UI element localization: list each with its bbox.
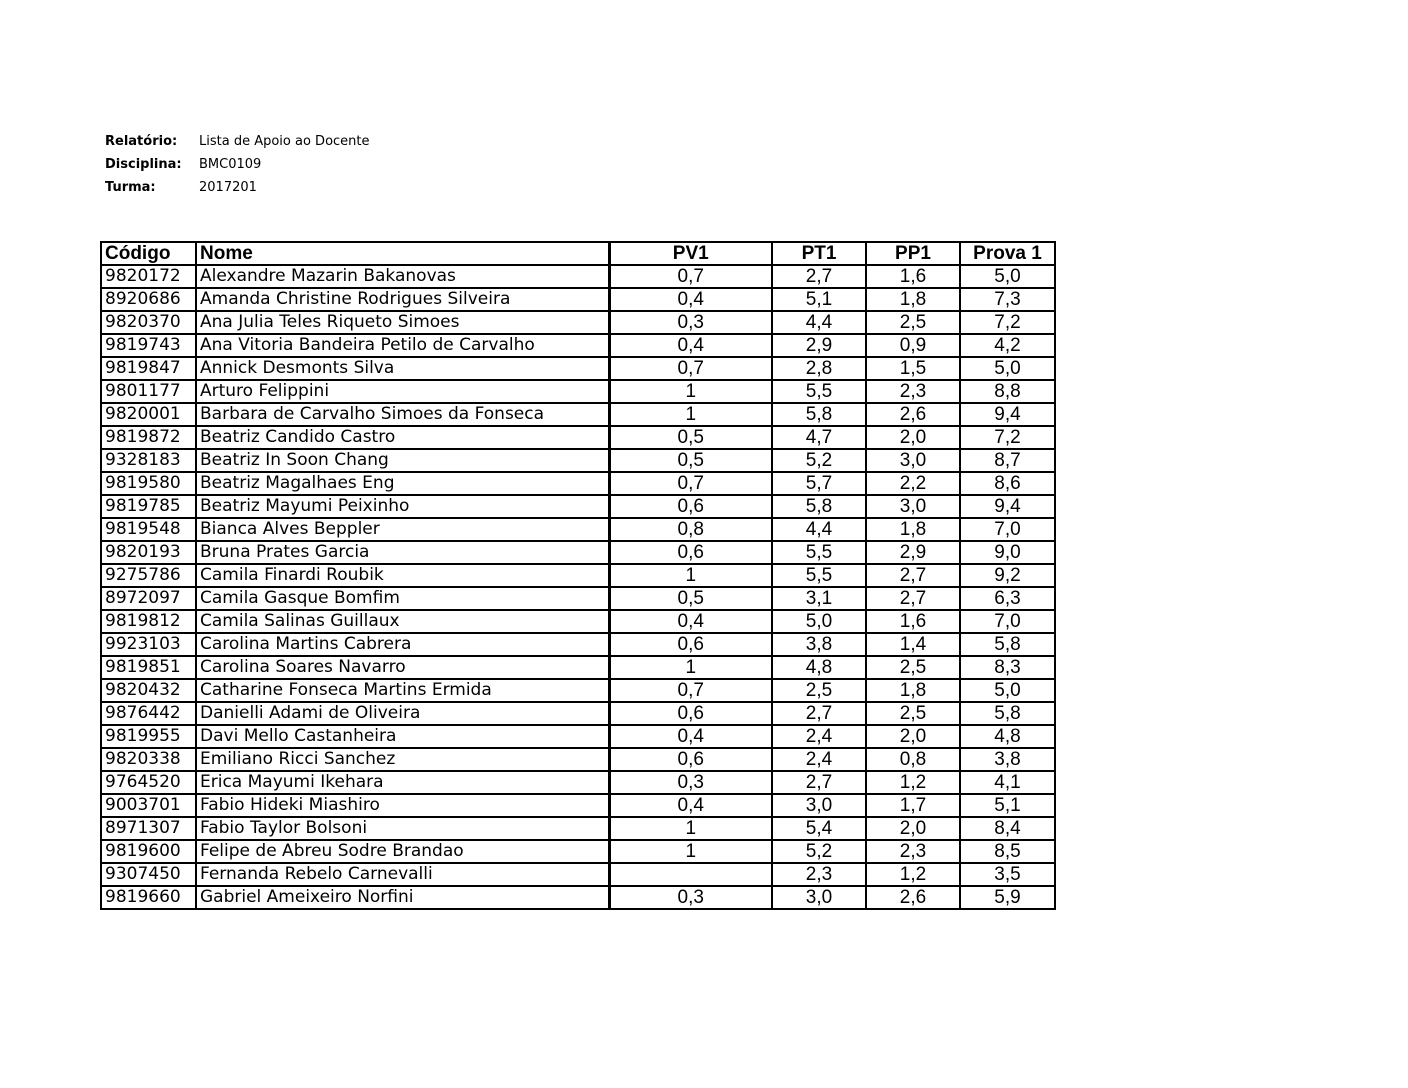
meta-label: Relatório: (105, 134, 178, 149)
grades-body (101, 265, 1055, 909)
cell-prova1: 5,1 (960, 794, 1055, 817)
cell-prova1: 7,2 (960, 426, 1055, 449)
cell-pt1: 2,3 (772, 863, 866, 886)
cell-prova1: 4,8 (960, 725, 1055, 748)
column-header-pp1: PP1 (866, 242, 960, 265)
meta-row-discipline (105, 153, 370, 176)
cell-pt1: 3,0 (772, 794, 866, 817)
table-row (101, 817, 1055, 840)
cell-pp1: 0,9 (866, 334, 960, 357)
cell-pp1: 1,8 (866, 679, 960, 702)
cell-codigo: 9003701 (101, 794, 196, 817)
cell-pt1: 3,1 (772, 587, 866, 610)
cell-pv1: 0,3 (609, 311, 772, 334)
table-row (101, 771, 1055, 794)
cell-nome: Fernanda Rebelo Carnevalli (196, 863, 609, 886)
cell-pt1: 4,4 (772, 518, 866, 541)
cell-prova1: 6,3 (960, 587, 1055, 610)
cell-prova1: 7,0 (960, 518, 1055, 541)
cell-pt1: 2,8 (772, 357, 866, 380)
cell-nome: Beatriz Magalhaes Eng (196, 472, 609, 495)
cell-pv1: 0,6 (609, 495, 772, 518)
cell-pv1: 1 (609, 403, 772, 426)
cell-pp1: 0,8 (866, 748, 960, 771)
cell-pv1: 1 (609, 656, 772, 679)
cell-nome: Ana Vitoria Bandeira Petilo de Carvalho (196, 334, 609, 357)
cell-prova1: 9,4 (960, 495, 1055, 518)
cell-nome: Bianca Alves Beppler (196, 518, 609, 541)
cell-pt1: 4,4 (772, 311, 866, 334)
cell-pt1: 5,2 (772, 449, 866, 472)
cell-nome: Gabriel Ameixeiro Norfini (196, 886, 609, 909)
cell-pp1: 1,5 (866, 357, 960, 380)
meta-label: Turma: (105, 180, 156, 195)
table-row (101, 426, 1055, 449)
cell-codigo: 9819955 (101, 725, 196, 748)
cell-pt1: 2,5 (772, 679, 866, 702)
cell-pt1: 5,0 (772, 610, 866, 633)
cell-pt1: 5,5 (772, 380, 866, 403)
cell-nome: Beatriz Mayumi Peixinho (196, 495, 609, 518)
cell-pt1: 2,7 (772, 771, 866, 794)
cell-pv1: 0,7 (609, 472, 772, 495)
cell-pp1: 2,3 (866, 840, 960, 863)
cell-pv1 (609, 863, 772, 886)
column-header-prova1: Prova 1 (960, 242, 1055, 265)
cell-pp1: 1,4 (866, 633, 960, 656)
cell-nome: Emiliano Ricci Sanchez (196, 748, 609, 771)
cell-pt1: 5,4 (772, 817, 866, 840)
column-header-pt1: PT1 (772, 242, 866, 265)
column-header-nome: Nome (196, 242, 609, 265)
cell-pt1: 5,5 (772, 541, 866, 564)
meta-value: Lista de Apoio ao Docente (199, 134, 370, 149)
table-row (101, 886, 1055, 909)
table-row (101, 587, 1055, 610)
cell-nome: Danielli Adami de Oliveira (196, 702, 609, 725)
cell-pv1: 1 (609, 840, 772, 863)
meta-label: Disciplina: (105, 157, 182, 172)
cell-pv1: 0,5 (609, 587, 772, 610)
cell-pv1: 0,4 (609, 610, 772, 633)
table-row (101, 840, 1055, 863)
cell-pv1: 0,4 (609, 288, 772, 311)
table-row (101, 564, 1055, 587)
cell-prova1: 5,0 (960, 679, 1055, 702)
cell-nome: Carolina Martins Cabrera (196, 633, 609, 656)
cell-pp1: 1,6 (866, 610, 960, 633)
meta-value: BMC0109 (199, 157, 262, 172)
cell-nome: Catharine Fonseca Martins Ermida (196, 679, 609, 702)
grades-table (100, 241, 1056, 910)
cell-codigo: 9820001 (101, 403, 196, 426)
cell-pp1: 1,8 (866, 518, 960, 541)
cell-codigo: 9819847 (101, 357, 196, 380)
table-row (101, 633, 1055, 656)
cell-codigo: 9819743 (101, 334, 196, 357)
cell-pp1: 2,2 (866, 472, 960, 495)
cell-codigo: 9820172 (101, 265, 196, 288)
cell-pv1: 0,4 (609, 794, 772, 817)
table-row (101, 656, 1055, 679)
cell-prova1: 7,3 (960, 288, 1055, 311)
cell-pp1: 2,9 (866, 541, 960, 564)
cell-codigo: 9819580 (101, 472, 196, 495)
cell-nome: Davi Mello Castanheira (196, 725, 609, 748)
table-row (101, 311, 1055, 334)
cell-pt1: 5,8 (772, 403, 866, 426)
table-row (101, 679, 1055, 702)
cell-prova1: 5,9 (960, 886, 1055, 909)
cell-nome: Amanda Christine Rodrigues Silveira (196, 288, 609, 311)
table-row (101, 518, 1055, 541)
cell-pp1: 1,8 (866, 288, 960, 311)
cell-pv1: 0,7 (609, 265, 772, 288)
table-row (101, 403, 1055, 426)
cell-prova1: 9,4 (960, 403, 1055, 426)
cell-pt1: 2,7 (772, 702, 866, 725)
report-metadata (105, 130, 370, 199)
table-row (101, 265, 1055, 288)
cell-prova1: 3,8 (960, 748, 1055, 771)
cell-pt1: 2,9 (772, 334, 866, 357)
cell-pv1: 0,6 (609, 633, 772, 656)
cell-prova1: 5,0 (960, 357, 1055, 380)
cell-pt1: 3,0 (772, 886, 866, 909)
table-row (101, 794, 1055, 817)
cell-codigo: 9820338 (101, 748, 196, 771)
cell-pv1: 0,3 (609, 886, 772, 909)
table-row (101, 449, 1055, 472)
cell-pv1: 0,6 (609, 702, 772, 725)
cell-nome: Barbara de Carvalho Simoes da Fonseca (196, 403, 609, 426)
table-row (101, 725, 1055, 748)
cell-pp1: 2,5 (866, 311, 960, 334)
cell-prova1: 3,5 (960, 863, 1055, 886)
cell-nome: Ana Julia Teles Riqueto Simoes (196, 311, 609, 334)
cell-prova1: 9,2 (960, 564, 1055, 587)
cell-codigo: 8971307 (101, 817, 196, 840)
cell-pv1: 0,4 (609, 334, 772, 357)
cell-nome: Arturo Felippini (196, 380, 609, 403)
cell-pt1: 2,4 (772, 748, 866, 771)
cell-pt1: 5,5 (772, 564, 866, 587)
cell-prova1: 4,1 (960, 771, 1055, 794)
cell-nome: Alexandre Mazarin Bakanovas (196, 265, 609, 288)
cell-pv1: 0,7 (609, 357, 772, 380)
cell-pv1: 0,6 (609, 541, 772, 564)
cell-nome: Annick Desmonts Silva (196, 357, 609, 380)
cell-pv1: 1 (609, 564, 772, 587)
cell-pv1: 1 (609, 380, 772, 403)
cell-prova1: 4,2 (960, 334, 1055, 357)
cell-codigo: 9819660 (101, 886, 196, 909)
cell-nome: Felipe de Abreu Sodre Brandao (196, 840, 609, 863)
cell-prova1: 8,4 (960, 817, 1055, 840)
cell-pv1: 0,7 (609, 679, 772, 702)
cell-pv1: 0,5 (609, 426, 772, 449)
cell-codigo: 9820370 (101, 311, 196, 334)
cell-prova1: 7,0 (960, 610, 1055, 633)
cell-pp1: 1,7 (866, 794, 960, 817)
cell-codigo: 9876442 (101, 702, 196, 725)
cell-pp1: 2,0 (866, 817, 960, 840)
cell-pp1: 2,6 (866, 886, 960, 909)
cell-nome: Carolina Soares Navarro (196, 656, 609, 679)
cell-prova1: 8,6 (960, 472, 1055, 495)
table-row (101, 380, 1055, 403)
table-row (101, 288, 1055, 311)
table-row (101, 495, 1055, 518)
meta-row-report (105, 130, 370, 153)
cell-codigo: 9820193 (101, 541, 196, 564)
cell-codigo: 9307450 (101, 863, 196, 886)
cell-pv1: 0,3 (609, 771, 772, 794)
cell-pt1: 4,7 (772, 426, 866, 449)
cell-nome: Fabio Hideki Miashiro (196, 794, 609, 817)
cell-pp1: 3,0 (866, 449, 960, 472)
cell-codigo: 9819785 (101, 495, 196, 518)
cell-pv1: 1 (609, 817, 772, 840)
table-row (101, 702, 1055, 725)
cell-pv1: 0,6 (609, 748, 772, 771)
cell-prova1: 7,2 (960, 311, 1055, 334)
cell-pp1: 1,2 (866, 771, 960, 794)
cell-codigo: 9275786 (101, 564, 196, 587)
cell-pt1: 3,8 (772, 633, 866, 656)
cell-nome: Beatriz In Soon Chang (196, 449, 609, 472)
cell-pp1: 2,0 (866, 725, 960, 748)
cell-pp1: 1,2 (866, 863, 960, 886)
cell-prova1: 8,3 (960, 656, 1055, 679)
cell-pt1: 5,1 (772, 288, 866, 311)
cell-nome: Erica Mayumi Ikehara (196, 771, 609, 794)
cell-codigo: 9819872 (101, 426, 196, 449)
cell-codigo: 8972097 (101, 587, 196, 610)
header-row (101, 242, 1055, 265)
table-row (101, 748, 1055, 771)
cell-prova1: 5,8 (960, 702, 1055, 725)
cell-nome: Camila Gasque Bomfim (196, 587, 609, 610)
meta-value: 2017201 (199, 180, 257, 195)
cell-nome: Fabio Taylor Bolsoni (196, 817, 609, 840)
cell-codigo: 9819812 (101, 610, 196, 633)
cell-codigo: 9819851 (101, 656, 196, 679)
cell-codigo: 9820432 (101, 679, 196, 702)
cell-codigo: 9328183 (101, 449, 196, 472)
cell-pv1: 0,5 (609, 449, 772, 472)
meta-row-class (105, 176, 370, 199)
cell-prova1: 5,0 (960, 265, 1055, 288)
cell-pp1: 1,6 (866, 265, 960, 288)
cell-pp1: 2,7 (866, 587, 960, 610)
cell-pp1: 2,5 (866, 702, 960, 725)
cell-pv1: 0,4 (609, 725, 772, 748)
table-row (101, 357, 1055, 380)
cell-nome: Camila Salinas Guillaux (196, 610, 609, 633)
table-row (101, 334, 1055, 357)
cell-nome: Camila Finardi Roubik (196, 564, 609, 587)
cell-nome: Beatriz Candido Castro (196, 426, 609, 449)
cell-pp1: 3,0 (866, 495, 960, 518)
cell-pp1: 2,6 (866, 403, 960, 426)
cell-pp1: 2,7 (866, 564, 960, 587)
table-row (101, 863, 1055, 886)
cell-pt1: 5,2 (772, 840, 866, 863)
cell-nome: Bruna Prates Garcia (196, 541, 609, 564)
cell-pp1: 2,3 (866, 380, 960, 403)
cell-codigo: 9801177 (101, 380, 196, 403)
cell-pv1: 0,8 (609, 518, 772, 541)
cell-pt1: 2,4 (772, 725, 866, 748)
cell-codigo: 8920686 (101, 288, 196, 311)
cell-prova1: 9,0 (960, 541, 1055, 564)
cell-codigo: 9819548 (101, 518, 196, 541)
cell-codigo: 9923103 (101, 633, 196, 656)
cell-pt1: 5,8 (772, 495, 866, 518)
cell-pp1: 2,0 (866, 426, 960, 449)
cell-codigo: 9819600 (101, 840, 196, 863)
cell-pp1: 2,5 (866, 656, 960, 679)
column-header-codigo: Código (101, 242, 196, 265)
cell-prova1: 8,7 (960, 449, 1055, 472)
table-row (101, 610, 1055, 633)
cell-prova1: 5,8 (960, 633, 1055, 656)
table-row (101, 472, 1055, 495)
cell-pt1: 2,7 (772, 265, 866, 288)
table-row (101, 541, 1055, 564)
cell-prova1: 8,8 (960, 380, 1055, 403)
cell-prova1: 8,5 (960, 840, 1055, 863)
cell-pt1: 5,7 (772, 472, 866, 495)
cell-codigo: 9764520 (101, 771, 196, 794)
column-header-pv1: PV1 (609, 242, 772, 265)
cell-pt1: 4,8 (772, 656, 866, 679)
